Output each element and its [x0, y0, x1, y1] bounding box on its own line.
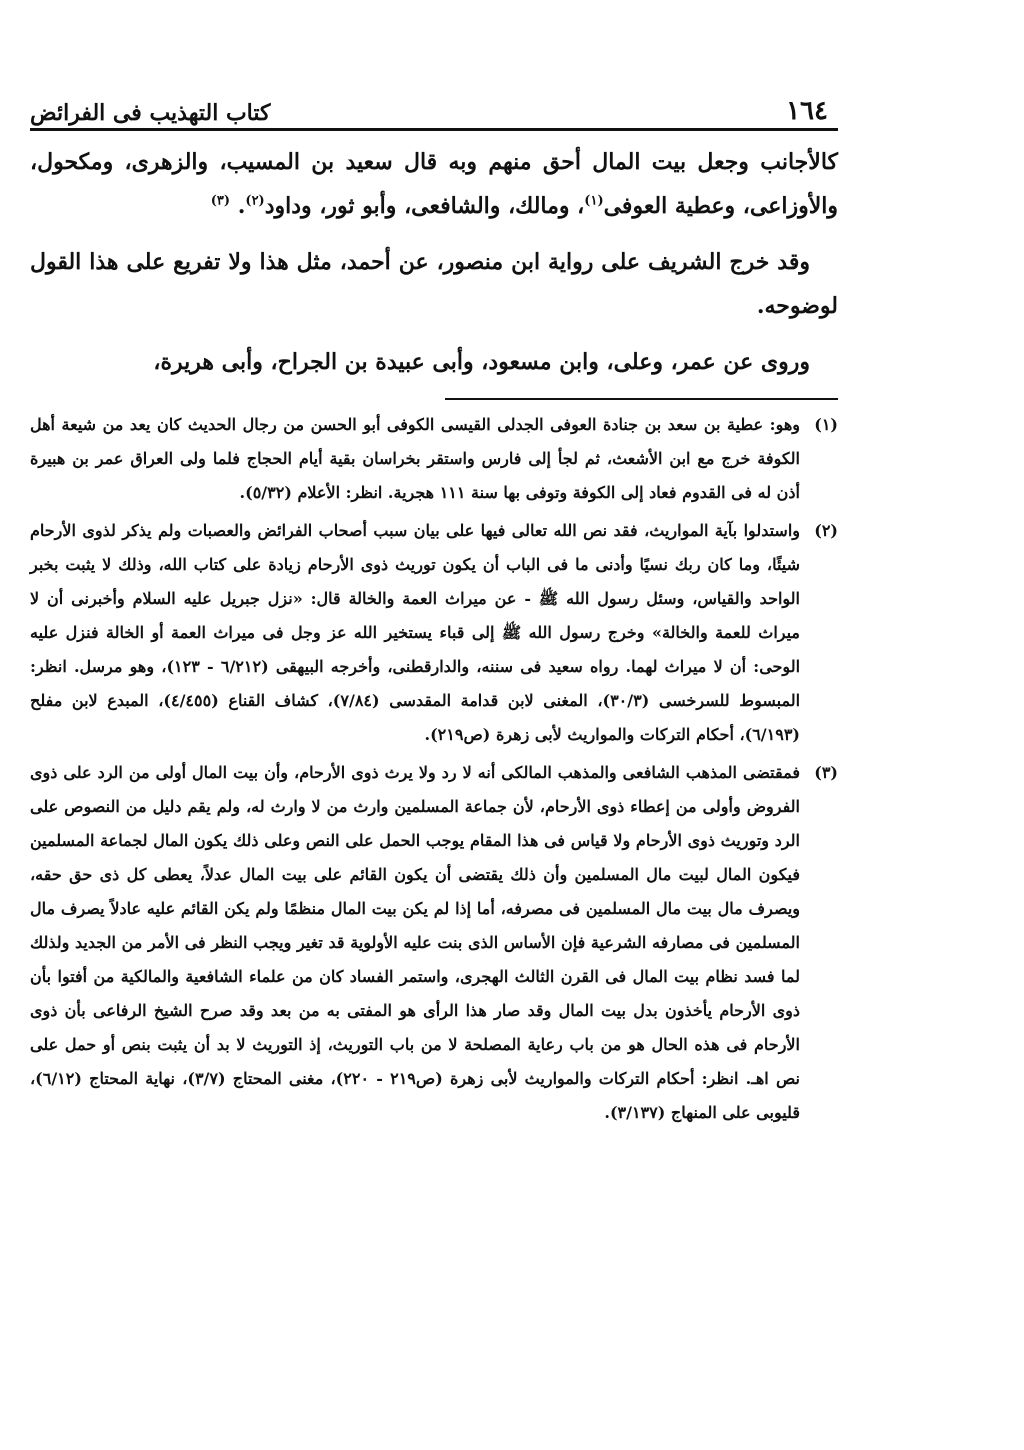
main-text-segment: .: [237, 193, 246, 219]
footnote-text: واستدلوا بآية المواريث، فقد نص الله تعالى فيها على بيان سبب أصحاب الفرائض والعصبات ولم يذكر لذوى الأرحام شيئًا، وما كان ربك نسيًا وأدنى ما فى الباب أن يكون توريث ذوى الأرحام زيادة على كتاب الله، وذلك لا يثبت بخبر الواحد والقياس، وسئل رسول الله ﷺ - عن ميراث العمة والخالة قال: «نزل جبريل عليه السلام وأخبرنى أن لا ميراث للعمة والخالة» وخرج رسول الله ﷺ إلى قباء يستخير الله عز وجل فى ميراث العمة أو الخالة فنزل عليه الوحى: أن لا ميراث لهما. رواه سعيد فى سننه، والدارقطنى، وأخرجه البيهقى (٦/٢١٢ - ١٢٣)، وهو مرسل. انظر: المبسوط للسرخسى (٣٠/٣)، المغنى لابن قدامة المقدسى (٧/٨٤)، كشاف القناع (٤/٤٥٥)، المبدع لابن مفلح (٦/١٩٣)، أحكام التركات والمواريث لأبى زهرة (ص٢١٩).: [30, 521, 801, 744]
footnote-separator: [445, 398, 838, 400]
footnote-text: وهو: عطية بن سعد بن جنادة العوفى الجدلى القيسى الكوفى أبو الحسن من رجال الحديث كان يعد من شيعة أهل الكوفة خرج مع ابن الأشعث، ثم لجأ إلى فارس واستقر بخراسان بقية أيام الحجاج فلما ولى العراق عمر بن هبيرة أذن له فى القدوم فعاد إلى الكوفة وتوفى بها سنة ١١١ هجرية. انظر: الأعلام (٥/٣٢).: [30, 415, 801, 502]
main-text: [30, 140, 838, 396]
main-text-segment: كالأجانب وجعل بيت المال أحق منهم وبه قال سعيد بن المسيب، والزهرى، ومكحول، والأوزاعى، وعطية العوفى: [30, 149, 838, 219]
footnote-text: فمقتضى المذهب الشافعى والمذهب المالكى أنه لا رد ولا يرث ذوى الأرحام، وأن بيت المال أولى من الرد على ذوى الفروض وأولى من إعطاء ذوى الأرحام، لأن جماعة المسلمين وارث من لا وارث له، ولم يقم دليل من النصوص على الرد وتوريث ذوى الأرحام ولا قياس فى هذا المقام يوجب الحمل على النص وعلى ذلك يكون المال لجماعة المسلمين فيكون المال لبيت مال المسلمين وأن ذلك يقتضى أن يكون القائم على بيت المال عدلاً، يعطى كل ذى حق حقه، ويصرف مال بيت مال المسلمين فى مصرفه، أما إذا لم يكن بيت المال منظمًا ولم يكن القائم عليه عادلاً يصرف مال المسلمين فى مصارفه الشرعية فإن الأساس الذى بنت عليه الأولوية قد تغير ويجب النظر فى الأمر من الجديد ولذلك لما فسد نظام بيت المال فى القرن الثالث الهجرى، واستمر الفساد كان من علماء الشافعية والمالكية من أفتوا بأن ذوى الأرحام يأخذون بدل بيت المال وقد صار هذا الرأى هو المفتى به من بعد وقد صرح الشيخ الرفاعى بأن ذوى الأرحام فى هذه الحال هو من باب رعاية المصلحة لا من باب التوريث، إذ التوريث لا بد أن يثبت بنص أو حمل على نص اهـ. انظر: أحكام التركات والمواريث لأبى زهرة (ص٢١٩ - ٢٢٠)، مغنى المحتاج (٣/٧)، نهاية المحتاج (٦/١٢)، قليوبى على المنهاج (٣/١٣٧).: [30, 763, 801, 1122]
header-rule: [30, 128, 838, 131]
footnote-ref: (٣): [210, 193, 231, 209]
page-number: ١٦٤: [786, 96, 828, 126]
footnote: [30, 514, 838, 752]
main-paragraph: وقد خرج الشريف على رواية ابن منصور، عن أحمد، مثل هذا ولا تفريع على هذا القول لوضوحه.: [30, 249, 838, 319]
footnotes: [30, 408, 838, 1134]
footnote-number: (٣): [814, 763, 838, 782]
footnote-number: (٢): [814, 521, 838, 540]
main-text-segment: ، ومالك، والشافعى، وأبو ثور، وداود: [264, 193, 585, 219]
book-title: كتاب التهذيب فى الفرائض: [30, 100, 271, 126]
running-header: [30, 82, 838, 126]
footnote-number: (١): [814, 415, 838, 434]
main-paragraph: [30, 140, 838, 228]
footnote-ref: (٢): [245, 193, 265, 209]
main-paragraph: وروى عن عمر، وعلى، وابن مسعود، وأبى عبيدة بن الجراح، وأبى هريرة،: [153, 349, 810, 375]
footnote: [30, 756, 838, 1130]
footnote-ref: (١): [584, 193, 604, 209]
footnote: [30, 408, 838, 510]
